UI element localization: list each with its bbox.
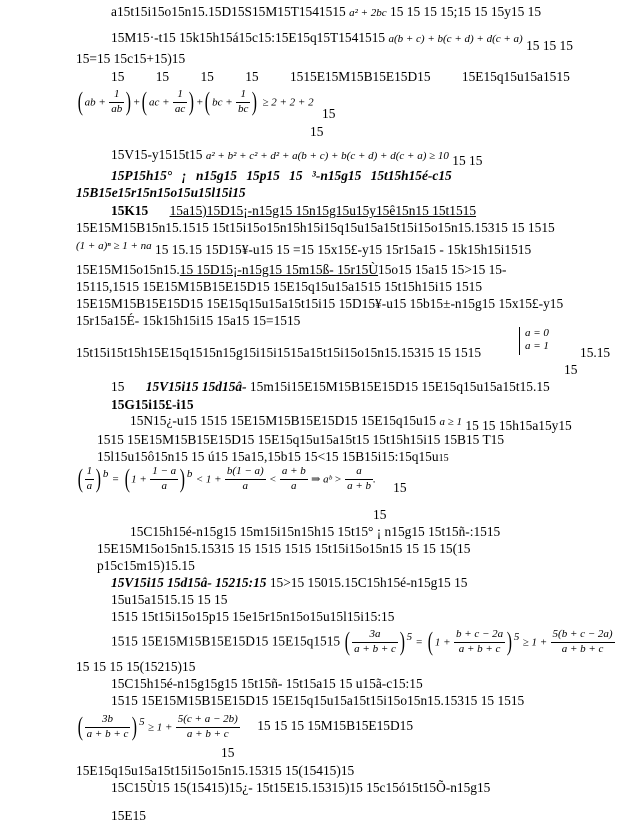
line-14 bbox=[76, 279, 482, 296]
text: 15=15 15c15+15)15 bbox=[76, 51, 186, 66]
paren: ) bbox=[125, 87, 132, 116]
line-29 bbox=[97, 541, 470, 558]
line-22 bbox=[97, 432, 504, 449]
heading-3 bbox=[111, 397, 194, 414]
text: 15V15-y1515t15 bbox=[111, 147, 203, 162]
text: 15M15·-t15 15k15h15á15c15:15E15q15T1541515 bbox=[111, 30, 386, 45]
system-row: a = 0 bbox=[525, 327, 549, 339]
denominator: a + b + c bbox=[561, 642, 604, 655]
inequality-4 bbox=[76, 711, 413, 744]
line-5b bbox=[322, 106, 335, 123]
numerator: 1 bbox=[85, 465, 95, 480]
fraction bbox=[150, 465, 178, 494]
text: 15 15.15 15D15¥-u15 15 =15 15x15£-y15 15r15a15 - 15k15h15i1515 bbox=[155, 242, 532, 257]
text: 15E15q15u15a15t15i15o15n15.15315 15(15415)15 bbox=[76, 763, 355, 778]
text: 15 bbox=[310, 124, 324, 139]
fraction bbox=[173, 88, 187, 117]
text: p15c15m15)15.15 bbox=[97, 558, 195, 573]
line-18 bbox=[564, 362, 577, 379]
heading-2 bbox=[76, 185, 246, 202]
line-16 bbox=[76, 313, 300, 330]
line-41 bbox=[111, 780, 490, 797]
equals: = bbox=[415, 636, 423, 649]
denominator: a + b + c bbox=[186, 727, 229, 740]
paren: ) bbox=[506, 627, 513, 656]
underlined-text: 15a15)15D15¡-n15g15 15n15g15u15y15ê15n15 15t1515 bbox=[169, 203, 477, 218]
math-expr: < 1 + bbox=[195, 473, 222, 486]
line-19 bbox=[111, 379, 550, 396]
text: 15E15 bbox=[111, 808, 146, 823]
text: 15115,1515 15E15M15B15E15D15 15E15q15u15a1515 15t15h15i15 1515 bbox=[76, 279, 483, 294]
fraction bbox=[109, 88, 124, 117]
numerator: 3b bbox=[85, 713, 131, 728]
math-expr: ≥ 1 + bbox=[522, 636, 548, 649]
text: 15o15 15a15 15>15 15- bbox=[378, 262, 507, 277]
line-2 bbox=[111, 30, 573, 53]
text: 15 15 15 15;15 15 15y15 15 bbox=[390, 4, 542, 19]
underlined-text: 15 15D15¡-n15g15 15m15ß- 15r15Ù bbox=[179, 262, 379, 277]
inequality-3 bbox=[111, 626, 615, 659]
line-12 bbox=[76, 237, 532, 257]
math-term: 1 + bbox=[131, 473, 147, 486]
inequality-1 bbox=[76, 86, 314, 119]
paren: ) bbox=[399, 627, 405, 656]
math-expr: a(b + c) + b(c + d) + d(c + a) bbox=[388, 33, 523, 45]
numerator: b(1 − a) bbox=[225, 465, 266, 480]
math-expr: ≥ 2 + 2 + 2 bbox=[262, 96, 314, 109]
text: a15t15i15o15n15.15D15S15M15T1541515 bbox=[111, 4, 346, 19]
denominator: a bbox=[161, 479, 167, 492]
equation-system bbox=[519, 327, 560, 355]
fraction bbox=[280, 465, 308, 494]
line-31 bbox=[111, 575, 467, 592]
paren: ) bbox=[189, 87, 195, 116]
text: 15 15 15 15(15215)15 bbox=[76, 659, 196, 674]
denominator: a + b + c bbox=[458, 642, 501, 655]
exponent: 5 bbox=[406, 630, 413, 643]
text: 1515 15E15M15B15E15D15 15E15q15u15a15t15 15t15h15i15 15B15 T15 bbox=[97, 432, 505, 447]
numerator: b + c − 2a bbox=[454, 628, 505, 643]
line-36 bbox=[111, 676, 423, 693]
denominator: a bbox=[242, 479, 249, 492]
line-11 bbox=[76, 220, 555, 237]
numerator: 5(b + c − 2a) bbox=[551, 628, 615, 643]
text: 15>15 15015.15C15h15é-n15g15 15 bbox=[269, 575, 468, 590]
fraction bbox=[345, 465, 373, 494]
text: 15 15 15 bbox=[526, 38, 573, 53]
paren: ) bbox=[179, 464, 186, 493]
paren: ( bbox=[77, 87, 83, 116]
math-expr: a² + 2bc bbox=[349, 7, 387, 19]
fraction bbox=[236, 88, 250, 117]
line-15 bbox=[76, 296, 563, 313]
line-1 bbox=[111, 4, 541, 21]
math-term: bc + bbox=[212, 96, 233, 109]
text: 15E15M15B15E15D15 15E15q15u15a15t15i15 15D15¥-u15 15b15±-n15g15 15x15£-y15 bbox=[76, 296, 564, 311]
line-17 bbox=[76, 345, 481, 362]
math-expr: a² + b² + c² + d² + a(b + c) + b(c + d) + d(c + a) ≥ 10 bbox=[205, 150, 449, 162]
text: 15 bbox=[393, 480, 407, 496]
line-32 bbox=[111, 592, 227, 609]
text: 15u15a1515.15 15 15 bbox=[111, 592, 228, 607]
exponent: 5 bbox=[513, 630, 520, 643]
text: 15t15i15t15h15E15q1515n15g15i15i1515a15t15i15o15n15.15315 15 1515 bbox=[76, 345, 482, 360]
bold-italic-text: 15V15i15 15d15â- bbox=[145, 379, 247, 394]
math-expr: a ≥ 1 bbox=[439, 416, 463, 428]
heading-text: 15G15i15£-i15 bbox=[111, 397, 194, 412]
period: . bbox=[373, 473, 376, 486]
numerator: 1 bbox=[236, 88, 250, 103]
exponent: b bbox=[102, 467, 109, 480]
fraction bbox=[551, 628, 615, 657]
line-3 bbox=[76, 51, 185, 68]
line-37 bbox=[111, 693, 524, 710]
paren: ) bbox=[95, 464, 102, 493]
text: 15E15M15o15n15. bbox=[76, 262, 180, 277]
text: 15l15u15ô15n15 15 ú15 15a15,15b15 15<15 15B15i15:15q15u bbox=[97, 449, 439, 464]
line-42 bbox=[111, 808, 146, 825]
text: 15 bbox=[564, 362, 578, 377]
line-13 bbox=[76, 262, 506, 279]
numerator: 1 bbox=[173, 88, 187, 103]
math-expr: ≥ 1 + bbox=[147, 721, 173, 734]
math-expr: ⇒ aᵇ > bbox=[311, 473, 342, 486]
fraction bbox=[352, 628, 398, 657]
text: 15C15h15é-n15g15g15 15t15ñ- 15t15a15 15 u15ã-c15:15 bbox=[111, 676, 423, 691]
text: 15 bbox=[111, 379, 125, 394]
text: 15 15 bbox=[452, 153, 483, 168]
fraction bbox=[85, 713, 131, 742]
text: 15 bbox=[221, 745, 235, 760]
text: 1515 15t15i15o15p15 15e15r15n15o15u15l15i15:15 bbox=[111, 609, 395, 624]
label-k: 15K15 bbox=[111, 203, 149, 218]
plus: + bbox=[132, 96, 141, 109]
line-33 bbox=[111, 609, 394, 626]
text: 1515 15E15M15B15E15D15 15E15q15u15a15t15i15o15n15.15315 15 1515 bbox=[111, 693, 525, 708]
numerator: a bbox=[345, 465, 373, 480]
fraction bbox=[225, 465, 266, 494]
paren: ( bbox=[77, 464, 83, 493]
text: 15E15M15o15n15.15315 15 1515 1515 15t15i15o15n15 15 15 15(15 bbox=[97, 541, 471, 556]
denominator: a bbox=[86, 479, 93, 492]
text: 1515 15E15M15B15E15D15 15E15q1515 bbox=[111, 633, 341, 649]
paren: ) bbox=[252, 87, 258, 116]
denominator: bc bbox=[238, 102, 249, 115]
text: 15 15 15h15a15y15 bbox=[465, 418, 572, 433]
text: 15r15a15É- 15k15h15i15 15a15 15=1515 bbox=[76, 313, 301, 328]
numerator: 5(c + a − 2b) bbox=[176, 713, 240, 728]
line-6 bbox=[310, 124, 323, 141]
line-39 bbox=[221, 745, 234, 762]
system-row: a = 1 bbox=[525, 340, 549, 352]
heading-text: 15P15h15° ¡ n15g15 15p15 15 ³-n15g15 15t15h15é-c15 bbox=[111, 168, 452, 183]
paren: ) bbox=[132, 712, 138, 741]
exponent: 5 bbox=[139, 715, 145, 728]
paren: ( bbox=[345, 627, 351, 656]
denominator: ab bbox=[111, 102, 123, 115]
fraction bbox=[454, 628, 505, 657]
denominator: a + b + c bbox=[354, 642, 396, 655]
less-than: < bbox=[269, 473, 277, 486]
line-28 bbox=[130, 524, 500, 541]
paren: ( bbox=[77, 712, 83, 741]
exponent: b bbox=[186, 467, 193, 480]
paren: ( bbox=[124, 464, 130, 493]
text: 15 15 15 15M15B15E15D15 bbox=[257, 718, 414, 734]
small-text: 15 bbox=[438, 453, 449, 464]
line-17b bbox=[580, 345, 610, 362]
plus: + bbox=[195, 96, 204, 109]
math-term: 1 + bbox=[434, 636, 451, 649]
equals: = bbox=[111, 473, 120, 486]
text: 15m15i15E15M15B15E15D15 15E15q15u15a15t15.15 bbox=[249, 379, 550, 394]
denominator: a + b + c bbox=[86, 727, 129, 740]
line-27 bbox=[373, 507, 386, 524]
numerator: a + b bbox=[280, 465, 308, 480]
text: 15 15 15 15 1515E15M15B15E15D15 15E15q15u15a1515 bbox=[111, 69, 570, 84]
line-35 bbox=[76, 659, 195, 676]
line-10 bbox=[111, 203, 476, 220]
math-term: ac + bbox=[149, 96, 170, 109]
denominator: a + b bbox=[347, 479, 372, 492]
line-21 bbox=[130, 413, 572, 433]
heading-text: 15B15e15r15n15o15u15l15i15 bbox=[76, 185, 246, 200]
denominator: ac bbox=[174, 102, 186, 115]
line-40 bbox=[76, 763, 354, 780]
numerator: 1 bbox=[109, 88, 124, 103]
paren: ( bbox=[427, 627, 434, 656]
line-7 bbox=[111, 147, 483, 168]
paren: ( bbox=[205, 87, 211, 116]
text: 15C15h15é-n15g15 15m15i15n15h15 15t15° ¡ n15g15 15t15ñ-:1515 bbox=[130, 524, 501, 539]
numerator: 3a bbox=[352, 628, 398, 643]
line-4 bbox=[111, 69, 570, 86]
text: 15 bbox=[373, 507, 387, 522]
fraction bbox=[85, 465, 95, 494]
line-30 bbox=[97, 558, 195, 575]
text: 15.15 bbox=[580, 345, 611, 360]
text: 15C15Ù15 15(15415)15¿- 15t15E15.15315)15 15c15ó15t15Õ-n15g15 bbox=[111, 780, 491, 795]
text: 15E15M15B15n15.1515 15t15i15o15n15h15i15q15u15a15t15i15o15n15.15315 15 1515 bbox=[76, 220, 555, 235]
text: 15 bbox=[322, 106, 336, 121]
bold-italic-text: 15V15i15 15d15â- 15215:15 bbox=[111, 575, 267, 590]
math-expr: (1 + a)ⁿ ≥ 1 + na bbox=[76, 240, 152, 252]
denominator: a bbox=[291, 479, 297, 492]
inequality-2 bbox=[76, 463, 407, 496]
heading-1 bbox=[111, 168, 452, 185]
text: 15N15¿-u15 1515 15E15M15B15E15D15 15E15q15u15 bbox=[130, 413, 437, 428]
numerator: 1 − a bbox=[150, 465, 178, 480]
paren: ( bbox=[142, 87, 148, 116]
fraction bbox=[176, 713, 240, 742]
math-term: ab + bbox=[84, 96, 106, 109]
